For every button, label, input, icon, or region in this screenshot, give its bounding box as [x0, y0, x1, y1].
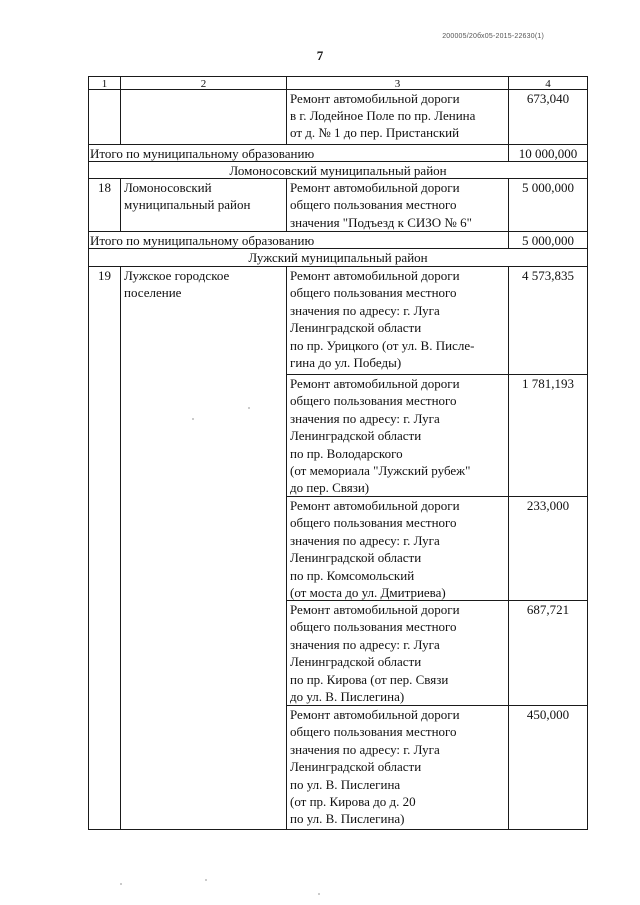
scan-speck: [120, 883, 122, 885]
total-amount: 10 000,000: [518, 146, 578, 161]
amount-value: 5 000,000: [522, 180, 574, 195]
row-18-num-cell: [88, 178, 121, 232]
work-description: Ремонт автомобильной дороги общего пользования местного значения по адресу: г. Луга Ленинградской области по пр. Кирова (от пер. Связи до ул. В. Пислегина): [290, 602, 460, 705]
row-18-municipality-cell: [120, 178, 287, 232]
total-row-2-amount-cell: [508, 231, 588, 249]
document-id: 200005/20бх05-2015-22630(1): [442, 33, 544, 40]
header-label: 1: [101, 78, 108, 90]
work-description: Ремонт автомобильной дороги общего пользования местного значения по адресу: г. Луга Ленинградской области по пр. Володарского (от мемориала "Лужский рубеж" до пер. Связи): [290, 376, 471, 496]
total-amount: 5 000,000: [522, 233, 574, 248]
funding-table: [88, 76, 588, 830]
row-19-municipality-cell: [120, 266, 287, 830]
scan-speck: [205, 879, 207, 881]
scan-speck: [248, 407, 250, 409]
work-description: Ремонт автомобильной дороги общего пользования местного значения по адресу: г. Луга Ленинградской области по пр. Урицкого (от ул. В. Писле- гина до ул. Победы): [290, 268, 475, 371]
continued-row-municipality-cell: [120, 89, 287, 145]
continued-row-num-cell: [88, 89, 121, 145]
row-18-work-cell: [286, 178, 509, 232]
work-description: Ремонт автомобильной дороги общего пользования местного значения "Подъезд к СИЗО № 6": [290, 180, 472, 230]
row-19-item-3-work-cell: [286, 496, 509, 601]
amount-value: 1 781,193: [522, 376, 574, 391]
header-cell-1: [88, 76, 121, 90]
header-cell-4: [508, 76, 588, 90]
amount-value: 233,000: [526, 498, 570, 513]
district-name: Ломоносовский муниципальный район: [229, 163, 447, 178]
row-19-item-2-amount-cell: [508, 374, 588, 497]
total-label: Итого по муниципальному образованию: [90, 146, 315, 161]
total-row-2-label-cell: [88, 231, 509, 249]
district-heading-luga: [88, 248, 588, 267]
header-cell-2: [120, 76, 287, 90]
header-cell-3: [286, 76, 509, 90]
row-19-item-5-work-cell: [286, 705, 509, 830]
row-19-item-4-amount-cell: [508, 600, 588, 706]
municipality-name: Ломоносовский муниципальный район: [124, 180, 251, 213]
work-description: Ремонт автомобильной дороги в г. Лодейное Поле по пр. Ленина от д. № 1 до пер. Пристанский: [290, 91, 476, 141]
amount-value: 4 573,835: [522, 268, 574, 283]
scan-speck: [318, 893, 320, 895]
header-label: 3: [394, 78, 401, 90]
work-description: Ремонт автомобильной дороги общего пользования местного значения по адресу: г. Луга Ленинградской области по ул. В. Пислегина (от пр. Кирова до д. 20 по ул. В. Пислегина): [290, 707, 460, 827]
total-label: Итого по муниципальному образованию: [90, 233, 315, 248]
work-description: Ремонт автомобильной дороги общего пользования местного значения по адресу: г. Луга Ленинградской области по пр. Комсомольский (от моста до ул. Дмитриева): [290, 498, 460, 601]
header-label: 4: [545, 78, 551, 90]
row-19-item-4-work-cell: [286, 600, 509, 706]
page-number: 7: [316, 48, 324, 63]
continued-row-work-cell: [286, 89, 509, 145]
total-row-1-label-cell: [88, 144, 509, 162]
amount-value: 450,000: [526, 707, 570, 722]
row-number: 19: [98, 268, 111, 283]
municipality-name: Лужское городское поселение: [124, 268, 230, 301]
row-19-item-1-work-cell: [286, 266, 509, 375]
row-19-item-5-amount-cell: [508, 705, 588, 830]
scan-speck: [192, 418, 194, 420]
total-row-1-amount-cell: [508, 144, 588, 162]
header-label: 2: [200, 78, 207, 90]
row-19-num-cell: [88, 266, 121, 830]
row-19-item-2-work-cell: [286, 374, 509, 497]
row-number: 18: [98, 180, 111, 195]
row-19-item-3-amount-cell: [508, 496, 588, 601]
district-name: Лужский муниципальный район: [248, 250, 428, 265]
amount-value: 687,721: [526, 602, 570, 617]
district-heading-lomonosov: [88, 161, 588, 179]
row-18-amount-cell: [508, 178, 588, 232]
row-19-item-1-amount-cell: [508, 266, 588, 375]
amount-value: 673,040: [526, 91, 570, 106]
continued-row-amount-cell: [508, 89, 588, 145]
